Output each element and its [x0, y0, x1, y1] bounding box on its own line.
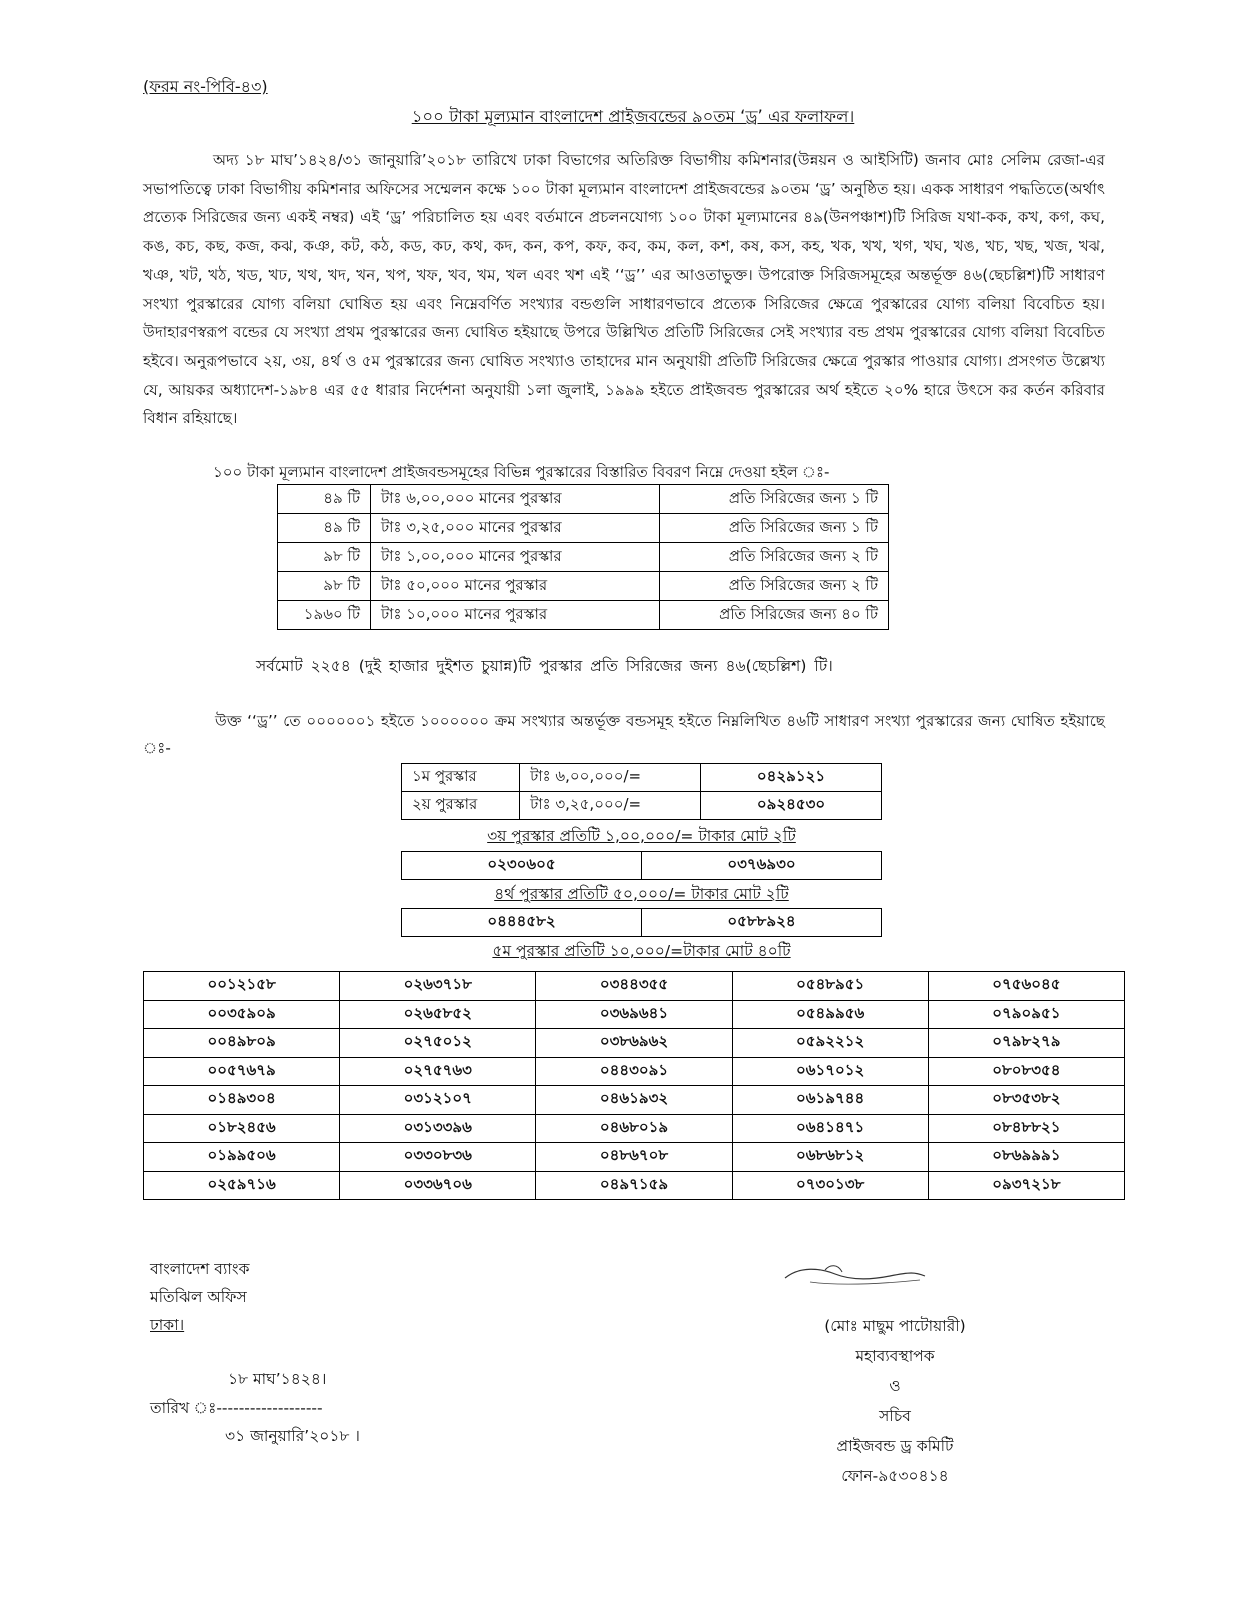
table-row [144, 1171, 1125, 1200]
fifth-prize-number: ০৫৯২২১২ [732, 1029, 928, 1058]
fifth-prize-number: ০৮৪৮৮২১ [928, 1114, 1124, 1143]
prize-intro-line: ১০০ টাকা মূল্যমান বাংলাদেশ প্রাইজবন্ডসমূহের বিভিন্ন পুরস্কারের বিস্তারিত বিবরণ নিম্নে দেওয়া হইল ঃ- [213, 463, 830, 481]
fourth-prize-number: ০৫৮৮৯২৪ [642, 909, 882, 937]
fifth-prize-number: ০০১২১৫৮ [144, 972, 340, 1001]
fifth-prize-number: ০৪৮৬৭০৮ [536, 1143, 732, 1172]
third-prize-number: ০৩৭৬৯৩০ [642, 852, 882, 880]
fifth-prize-number: ০৮০৮৩৫৪ [928, 1057, 1124, 1086]
office-line: ঢাকা। [150, 1316, 185, 1334]
prize-count: ৪৯ টি [278, 514, 371, 543]
third-prize-caption: ৩য় পুরস্কার প্রতিটি ১,০০,০০০/= টাকার মোট ২টি [487, 827, 796, 845]
signature-icon [780, 1256, 930, 1296]
table-row [402, 852, 882, 880]
prize-per-series: প্রতি সিরিজের জন্য ১ টি [660, 514, 889, 543]
fifth-prize-number: ০৮৩৫৩৮২ [928, 1086, 1124, 1115]
table-row [144, 1000, 1125, 1029]
prize-value: টাঃ ৩,২৫,০০০ মানের পুরস্কার [371, 514, 660, 543]
signatory-role: সচিব [879, 1407, 911, 1425]
table-row [278, 485, 889, 514]
prize-per-series: প্রতি সিরিজের জন্য ৪০ টি [660, 601, 889, 630]
fifth-prize-number: ০১৪৯৩০৪ [144, 1086, 340, 1115]
fifth-prize-number: ০৬৮৬৮১২ [732, 1143, 928, 1172]
office-line: বাংলাদেশ ব্যাংক [150, 1260, 250, 1278]
table-row [278, 514, 889, 543]
fifth-prize-number: ০৩৩৬৭০৬ [340, 1171, 536, 1200]
fifth-prize-number: ০১৯৯৫০৬ [144, 1143, 340, 1172]
fifth-prize-number: ০০৩৫৯০৯ [144, 1000, 340, 1029]
prize-value: টাঃ ১০,০০০ মানের পুরস্কার [371, 601, 660, 630]
document-title: ১০০ টাকা মূল্যমান বাংলাদেশ প্রাইজবন্ডের ৯০তম ‘ড্র’ এর ফলাফল। [411, 107, 855, 126]
prize-label: ২য় পুরস্কার [402, 792, 520, 820]
prize-amount: টাঃ ৬,০০,০০০/= [520, 764, 701, 792]
fifth-prize-number: ০৫৪৯৯৫৬ [732, 1000, 928, 1029]
fifth-prize-number: ০২৬৫৮৫২ [340, 1000, 536, 1029]
fifth-prize-number: ০৭৫৬০৪৫ [928, 972, 1124, 1001]
fourth-prize-caption: ৪র্থ পুরস্কার প্রতিটি ৫০,০০০/= টাকার মোট ২টি [494, 885, 789, 903]
table-row [278, 572, 889, 601]
fifth-prize-number: ০০৪৯৮০৯ [144, 1029, 340, 1058]
fifth-prize-number: ০৪৪৩০৯১ [536, 1057, 732, 1086]
table-row [144, 1057, 1125, 1086]
fourth-prize-number: ০৪৪৪৫৮২ [402, 909, 642, 937]
table-row [278, 601, 889, 630]
prize-per-series: প্রতি সিরিজের জন্য ১ টি [660, 485, 889, 514]
fifth-prize-number: ০২৭৫০১২ [340, 1029, 536, 1058]
top-prizes-table [401, 763, 882, 820]
signatory-phone: ফোন-৯৫৩০৪১৪ [841, 1467, 949, 1485]
date-label: তারিখ ঃ------------------- [150, 1399, 323, 1417]
prize-value: টাঃ ৫০,০০০ মানের পুরস্কার [371, 572, 660, 601]
signatory-block [770, 1311, 1020, 1491]
fifth-prize-number: ০৪৬৮০১৯ [536, 1114, 732, 1143]
draw-range-paragraph: উক্ত ‘‘ড্র’’ তে ০০০০০০১ হইতে ১০০০০০০ ক্রম সংখ্যার অন্তর্ভূক্ত বন্ডসমূহ হইতে নিম্নলিখিত ৪৬টি সাধারণ সংখ্যা পুরস্কারের জন্য ঘোষিত হইয়াছে ঃ- [143, 712, 1105, 757]
fifth-prize-table [143, 971, 1125, 1200]
table-row [144, 1029, 1125, 1058]
prize-count: ১৯৬০ টি [278, 601, 371, 630]
fifth-prize-number: ০৫৪৮৯৫১ [732, 972, 928, 1001]
office-address [150, 1255, 249, 1339]
signatory-committee: প্রাইজবন্ড ড্র কমিটি [836, 1437, 954, 1455]
fifth-prize-number: ০৩৩০৮৩৬ [340, 1143, 536, 1172]
prize-count: ৯৮ টি [278, 572, 371, 601]
prize-value: টাঃ ১,০০,০০০ মানের পুরস্কার [371, 543, 660, 572]
third-prize-number: ০২৩০৬০৫ [402, 852, 642, 880]
prize-label: ১ম পুরস্কার [402, 764, 520, 792]
fifth-prize-number: ০২৭৫৭৬৩ [340, 1057, 536, 1086]
fifth-prize-number: ০৬৪১৪৭১ [732, 1114, 928, 1143]
fifth-prize-number: ০২৫৯৭১৬ [144, 1171, 340, 1200]
signatory-name: (মোঃ মাছুম পাটোয়ারী) [824, 1317, 966, 1335]
table-row [144, 1086, 1125, 1115]
prize-amount: টাঃ ৩,২৫,০০০/= [520, 792, 701, 820]
third-prize-table [401, 851, 882, 880]
table-row [144, 1143, 1125, 1172]
prize-number: ০৪২৯১২১ [701, 764, 882, 792]
signatory-conjunction: ও [889, 1377, 901, 1395]
fifth-prize-number: ০৩৬৯৬৪১ [536, 1000, 732, 1029]
table-row [144, 972, 1125, 1001]
fifth-prize-number: ০৪৯৭১৫৯ [536, 1171, 732, 1200]
fifth-prize-number: ০৪৬১৯৩২ [536, 1086, 732, 1115]
table-row [402, 764, 882, 792]
fifth-prize-number: ০৬১৯৭৪৪ [732, 1086, 928, 1115]
table-row [278, 543, 889, 572]
fifth-prize-number: ০২৬৩৭১৮ [340, 972, 536, 1001]
fifth-prize-number: ০০৫৭৬৭৯ [144, 1057, 340, 1086]
prize-value: টাঃ ৬,০০,০০০ মানের পুরস্কার [371, 485, 660, 514]
fifth-prize-number: ০৭৩০১৩৮ [732, 1171, 928, 1200]
form-number: (ফরম নং-পিবি-৪৩) [143, 77, 268, 96]
table-row [402, 792, 882, 820]
fifth-prize-number: ০৯৩৭২১৮ [928, 1171, 1124, 1200]
fourth-prize-table [401, 908, 882, 937]
fifth-prize-number: ০৩৮৬৯৬২ [536, 1029, 732, 1058]
office-line: মতিঝিল অফিস [150, 1288, 247, 1306]
date-english: ৩১ জানুয়ারি’২০১৮ । [225, 1427, 360, 1445]
date-bangla: ১৮ মাঘ’১৪২৪। [228, 1370, 327, 1388]
fifth-prize-number: ০৩১৩৩৯৬ [340, 1114, 536, 1143]
prize-per-series: প্রতি সিরিজের জন্য ২ টি [660, 543, 889, 572]
fifth-prize-number: ০৭৯০৯৫১ [928, 1000, 1124, 1029]
fifth-prize-caption: ৫ম পুরস্কার প্রতিটি ১০,০০০/=টাকার মোট ৪০টি [492, 942, 791, 960]
fifth-prize-number: ০৮৬৯৯৯১ [928, 1143, 1124, 1172]
prize-per-series: প্রতি সিরিজের জন্য ২ টি [660, 572, 889, 601]
table-row [402, 909, 882, 937]
table-row [144, 1114, 1125, 1143]
prize-number: ০৯২৪৫৩০ [701, 792, 882, 820]
prize-count: ৪৯ টি [278, 485, 371, 514]
prize-count: ৯৮ টি [278, 543, 371, 572]
fifth-prize-number: ০১৮২৪৫৬ [144, 1114, 340, 1143]
main-paragraph: অদ্য ১৮ মাঘ’১৪২৪/৩১ জানুয়ারি’২০১৮ তারিখে ঢাকা বিভাগের অতিরিক্ত বিভাগীয় কমিশনার(উন্নয়ন ও আইসিটি) জনাব মোঃ সেলিম রেজা-এর সভাপতিত্বে ঢাকা বিভাগীয় কমিশনার অফিসের সম্মেলন কক্ষে ১০০ টাকা মূল্যমান বাংলাদেশ প্রাইজবন্ডের ৯০তম ‘ড্র’ অনুষ্ঠিত হয়। একক সাধারণ পদ্ধতিতে(অর্থাৎ প্রত্যেক সিরিজের জন্য একই নম্বর) এই ‘ড্র’ পরিচালিত হয় এবং বর্তমানে প্রচলনযোগ্য ১০০ টাকা মূল্যমানের ৪৯(উনপঞ্চাশ)টি সিরিজ যথা-কক, কখ, কগ, কঘ, কঙ, কচ, কছ, কজ, কঝ, কঞ, কট, কঠ, কড, কঢ, কথ, কদ, কন, কপ, কফ, কব, কম, কল, কশ, কষ, কস, কহ, খক, খখ, খগ, খঘ, খঙ, খচ, খছ, খজ, খঝ, খঞ, খট, খঠ, খড, খঢ, খথ, খদ, খন, খপ, খফ, খব, খম, খল এবং খশ এই ‘‘ড্র’’ এর আওতাভুক্ত। উপরোক্ত সিরিজসমূহের অন্তর্ভূক্ত ৪৬(ছেচল্লিশ)টি সাধারণ সংখ্যা পুরস্কারের যোগ্য বলিয়া ঘোষিত হয় এবং নিম্নেবর্ণিত সংখ্যার বন্ডগুলি সাধারণভাবে প্রত্যেক সিরিজের ক্ষেত্রে পুরস্কারের যোগ্য বলিয়া বিবেচিত হয়। উদাহারণস্বরূপ বন্ডের যে সংখ্যা প্রথম পুরস্কারের জন্য ঘোষিত হইয়াছে উপরে উল্লিখিত প্রতিটি সিরিজের সেই সংখ্যার বন্ড প্রথম পুরস্কারের যোগ্য বলিয়া বিবেচিত হইবে। অনুরূপভাবে ২য়, ৩য়, ৪র্থ ও ৫ম পুরস্কারের জন্য ঘোষিত সংখ্যাও তাহাদের মান অনুযায়ী প্রতিটি সিরিজের ক্ষেত্রে পুরস্কার পাওয়ার যোগ্য। প্রসংগত উল্লেখ্য যে, আয়কর অধ্যাদেশ-১৯৮৪ এর ৫৫ ধারার নির্দেশনা অনুযায়ী ১লা জুলাই, ১৯৯৯ হইতে প্রাইজবন্ড পুরস্কারের অর্থ হইতে ২০% হারে উৎসে কর কর্তন করিবার বিধান রহিয়াছে। [143, 151, 1105, 428]
fifth-prize-number: ০৬১৭০১২ [732, 1057, 928, 1086]
fifth-prize-number: ০৩১২১০৭ [340, 1086, 536, 1115]
fifth-prize-number: ০৩৪৪৩৫৫ [536, 972, 732, 1001]
prize-summary-table [277, 484, 889, 630]
signatory-designation: মহাব্যবস্থাপক [855, 1347, 935, 1365]
total-prizes-line: সর্বমোট ২২৫৪ (দুই হাজার দুইশত চুয়ান্ন)টি পুরস্কার প্রতি সিরিজের জন্য ৪৬(ছেচল্লিশ) টি। [256, 657, 833, 675]
fifth-prize-number: ০৭৯৮২৭৯ [928, 1029, 1124, 1058]
